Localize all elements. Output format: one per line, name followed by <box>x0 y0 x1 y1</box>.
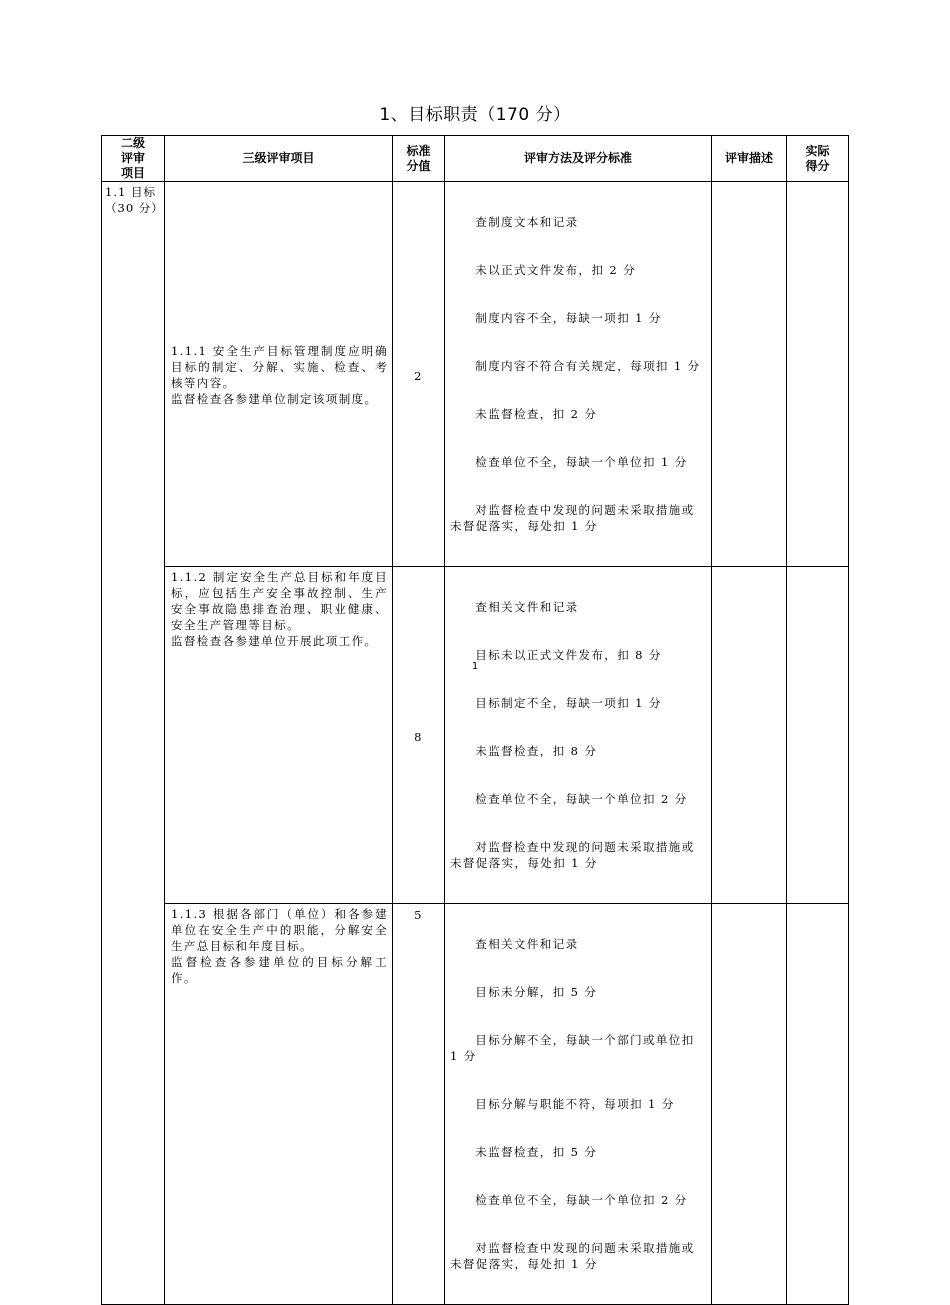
method-line: 查相关文件和记录 <box>475 600 579 614</box>
method-line: 目标分解不全，每缺一个部门或单位扣 1 分 <box>450 1033 700 1063</box>
method-list <box>445 567 711 903</box>
header-method: 评审方法及评分标准 <box>445 136 712 182</box>
method-line: 目标制定不全，每缺一项扣 1 分 <box>475 696 662 710</box>
table-row <box>102 567 849 904</box>
item-text: 1.1.1 安全生产目标管理制度应明确目标的制定、分解、实施、检查、考核等内容。 监督检查各参建单位制定该项制度。 <box>171 344 388 406</box>
method-line: 查相关文件和记录 <box>475 937 579 951</box>
description-cell[interactable] <box>712 567 787 904</box>
page-number: 1 <box>471 661 479 672</box>
actual-score-cell[interactable] <box>787 182 849 567</box>
table-row <box>102 182 849 567</box>
evaluation-table <box>101 135 849 1305</box>
method-line: 未监督检查，扣 2 分 <box>475 407 598 421</box>
method-line: 目标未以正式文件发布，扣 8 分 <box>475 648 662 662</box>
header-description: 评审描述 <box>712 136 787 182</box>
standard-score: 5 <box>414 908 423 922</box>
header-level2: 二级评审项目 <box>102 136 165 182</box>
description-cell[interactable] <box>712 904 787 1305</box>
method-cell <box>445 904 712 1305</box>
method-line: 对监督检查中发现的问题未采取措施或未督促落实，每处扣 1 分 <box>450 503 695 533</box>
score-cell <box>393 182 445 567</box>
table-header-row <box>102 136 849 182</box>
header-actual-score: 实际得分 <box>787 136 849 182</box>
method-list <box>445 182 711 566</box>
method-cell <box>445 182 712 567</box>
item-cell <box>165 904 393 1305</box>
method-line: 未监督检查，扣 5 分 <box>475 1145 598 1159</box>
method-line: 对监督检查中发现的问题未采取措施或未督促落实，每处扣 1 分 <box>450 840 695 870</box>
method-line: 未监督检查，扣 8 分 <box>475 744 598 758</box>
actual-score-cell[interactable] <box>787 567 849 904</box>
header-standard-score: 标准分值 <box>393 136 445 182</box>
standard-score: 2 <box>414 368 423 383</box>
method-line: 检查单位不全，每缺一个单位扣 1 分 <box>475 455 688 469</box>
method-line: 查制度文本和记录 <box>475 215 579 229</box>
method-line: 目标分解与职能不符，每项扣 1 分 <box>475 1097 675 1111</box>
actual-score-cell[interactable] <box>787 904 849 1305</box>
method-line: 检查单位不全，每缺一个单位扣 2 分 <box>475 792 688 806</box>
section-label: 1.1 目标（30 分） <box>105 185 164 215</box>
header-level3: 三级评审项目 <box>165 136 393 182</box>
item-text: 1.1.3 根据各部门（单位）和各参建单位在安全生产中的职能，分解安全生产总目标和年度目标。 监督检查各参建单位的目标分解工作。 <box>171 907 388 985</box>
standard-score: 8 <box>414 729 423 744</box>
score-cell <box>393 567 445 904</box>
method-line: 对监督检查中发现的问题未采取措施或未督促落实，每处扣 1 分 <box>450 1241 695 1271</box>
score-cell <box>393 904 445 1305</box>
method-line: 检查单位不全，每缺一个单位扣 2 分 <box>475 1193 688 1207</box>
method-line: 未以正式文件发布，扣 2 分 <box>475 263 637 277</box>
description-cell[interactable] <box>712 182 787 567</box>
item-text: 1.1.2 制定安全生产总目标和年度目标，应包括生产安全事故控制、生产安全事故隐患排查治理、职业健康、安全生产管理等目标。 监督检查各参建单位开展此项工作。 <box>171 570 388 648</box>
method-line: 目标未分解，扣 5 分 <box>475 985 598 999</box>
item-cell <box>165 182 393 567</box>
section-title: 1、目标职责（170 分） <box>379 105 571 125</box>
method-cell <box>445 567 712 904</box>
method-list <box>445 904 711 1304</box>
table-row <box>102 904 849 1305</box>
method-line: 制度内容不全，每缺一项扣 1 分 <box>475 311 662 325</box>
item-cell <box>165 567 393 904</box>
method-line: 制度内容不符合有关规定，每项扣 1 分 <box>475 359 701 373</box>
section-cell <box>102 182 165 1305</box>
